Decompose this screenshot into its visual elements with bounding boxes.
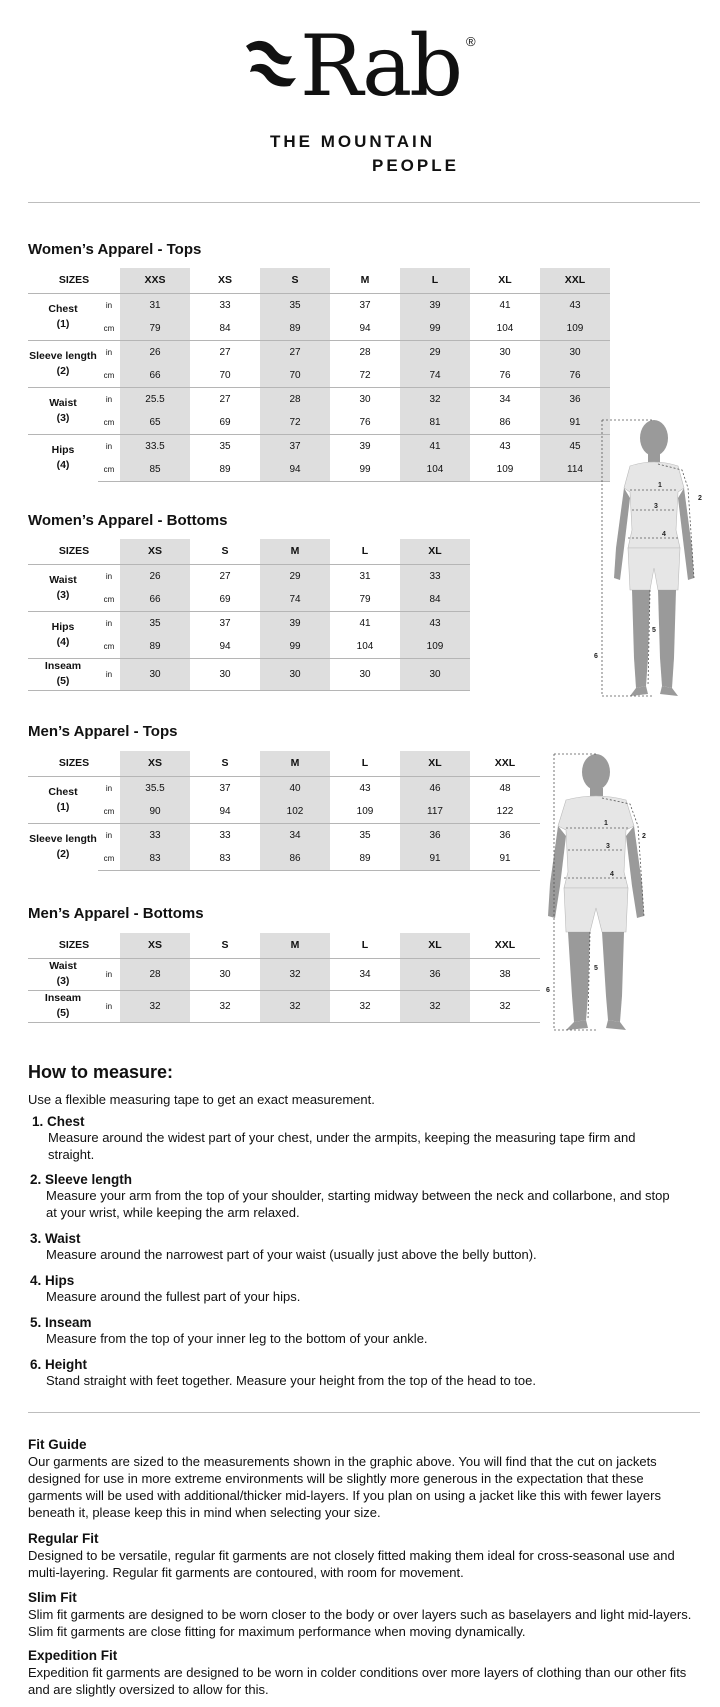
table-row <box>28 958 540 990</box>
table-cell: 84 <box>400 588 470 612</box>
table-cell: 46 <box>400 776 470 800</box>
table-cell: 30 <box>330 387 400 411</box>
table-cell: 25.5 <box>120 387 190 411</box>
table-cell: 37 <box>359 299 371 311</box>
table-row <box>28 564 470 588</box>
table-cell: 85 <box>120 458 190 482</box>
regular-fit-text: Designed to be versatile, regular fit garments are not closely fitted making them ideal for cross-seasonal use and multi-layering. Regular fit garments are contoured, with room for movement. <box>28 1548 675 1580</box>
table-cell: 89 <box>190 458 260 482</box>
table-cell: 66 <box>120 588 190 612</box>
unit-label: cm <box>103 370 115 380</box>
table-cell: 48 <box>499 782 511 794</box>
table-cell: 70 <box>260 364 330 388</box>
unit-label: in <box>105 783 113 793</box>
table-cell: 32 <box>260 958 330 990</box>
table-cell: 72 <box>359 369 371 381</box>
size-table-womens-bottoms <box>28 539 470 691</box>
size-header-xs: XS <box>120 751 190 776</box>
measurement-number: (4) <box>56 635 70 648</box>
measurement-number: (4) <box>56 458 70 471</box>
mens-figure-silhouette <box>548 754 644 1030</box>
expedition-fit-heading: Expedition Fit <box>28 1648 118 1663</box>
unit-label: cm <box>103 594 115 604</box>
table-cell: 28 <box>260 387 330 411</box>
table-row <box>28 611 470 635</box>
table-row <box>28 800 540 824</box>
table-cell: 86 <box>260 847 330 871</box>
table-cell: 30 <box>470 340 540 364</box>
table-cell: 28 <box>330 340 400 364</box>
unit-label: cm <box>103 806 115 816</box>
slim-fit-block <box>28 1589 696 1640</box>
expedition-fit-block <box>28 1647 696 1698</box>
size-header-m: M <box>260 751 330 776</box>
slim-fit-text: Slim fit garments are designed to be worn closer to the body or over layers such as baselayers and light mid-layers. Slim fit garments are close fitting for maximum performance when moving dynamically. <box>28 1607 692 1639</box>
size-header-s: S <box>190 933 260 958</box>
tagline-line-1: THE MOUNTAIN <box>270 132 436 151</box>
table-cell: 29 <box>400 340 470 364</box>
size-header-xs: XS <box>120 539 190 564</box>
unit-label: in <box>98 990 120 1022</box>
table-cell: 35 <box>260 293 330 317</box>
table-row <box>28 411 610 435</box>
size-table-womens-tops <box>28 268 610 482</box>
table-cell: 79 <box>120 317 190 341</box>
brand-header <box>0 17 720 180</box>
table-cell: 102 <box>260 800 330 824</box>
table-row <box>28 658 470 690</box>
size-header-m: M <box>260 539 330 564</box>
sizes-header: SIZES <box>28 539 120 564</box>
table-cell: 109 <box>400 635 470 659</box>
measurement-number: (3) <box>56 588 70 601</box>
table-cell: 76 <box>499 369 511 381</box>
size-header-m: M <box>330 268 400 293</box>
how-to-measure-title: How to measure: <box>28 1062 174 1082</box>
size-header-xxl: XXL <box>470 933 540 958</box>
table-cell: 37 <box>190 611 260 635</box>
table-cell: 94 <box>219 640 231 652</box>
table-row <box>28 990 540 1022</box>
size-header-xs: XS <box>190 268 260 293</box>
table-cell: 27 <box>260 340 330 364</box>
size-header-xl: XL <box>400 933 470 958</box>
mens-body-figure <box>546 752 674 1036</box>
table-cell: 104 <box>400 458 470 482</box>
table-cell: 30 <box>540 340 610 364</box>
table-cell: 99 <box>400 317 470 341</box>
table-cell: 43 <box>359 782 371 794</box>
table-cell: 91 <box>400 847 470 871</box>
table-cell: 30 <box>260 658 330 690</box>
mens-marker-4: 4 <box>610 871 614 878</box>
womens-marker-5: 5 <box>652 627 656 634</box>
unit-label: in <box>98 387 120 411</box>
fit-guide-block <box>28 1436 696 1521</box>
table-cell: 84 <box>219 322 231 334</box>
measure-item-height <box>30 1357 670 1389</box>
table-row <box>28 364 610 388</box>
tagline-line-2: PEOPLE <box>372 156 459 175</box>
size-header-l: L <box>400 268 470 293</box>
table-cell: 94 <box>359 322 371 334</box>
brand-name: Rab <box>300 17 461 115</box>
measurement-name: Waist <box>49 573 77 586</box>
unit-label: in <box>98 658 120 690</box>
measurement-label <box>28 823 98 870</box>
measure-item-inseam <box>30 1315 670 1347</box>
how-to-measure-intro: Use a flexible measuring tape to get an exact measurement. <box>28 1092 375 1107</box>
size-header-s: S <box>190 751 260 776</box>
table-cell: 39 <box>400 293 470 317</box>
table-cell: 83 <box>120 847 190 871</box>
table-cell: 43 <box>470 434 540 458</box>
table-cell: 32 <box>260 990 330 1022</box>
table-cell: 33 <box>400 564 470 588</box>
fit-guide-text: Our garments are sized to the measurements shown in the graphic above. You will find that the cut on jackets designed for use in more extreme environments will be slightly more generous in the expectation that these garments will be used with additional/thicker mid-layers. If you plan on using a jacket like this with fewer layers beneath it, please keep this in mind when selecting your size. <box>28 1454 661 1520</box>
table-cell: 94 <box>260 458 330 482</box>
unit-label: cm <box>98 458 120 482</box>
table-cell: 29 <box>260 564 330 588</box>
measure-item-text: Measure around the narrowest part of your waist (usually just above the belly button). <box>46 1247 537 1262</box>
table-cell: 33 <box>120 823 190 847</box>
table-cell: 109 <box>540 317 610 341</box>
table-cell: 35 <box>190 434 260 458</box>
table-row <box>28 776 540 800</box>
table-cell: 30 <box>190 658 260 690</box>
table-cell: 32 <box>120 990 190 1022</box>
table-cell: 34 <box>260 823 330 847</box>
mens-marker-3: 3 <box>606 843 610 850</box>
registered-mark: ® <box>466 34 476 49</box>
table-cell: 28 <box>120 958 190 990</box>
table-cell: 32 <box>400 990 470 1022</box>
table-cell: 72 <box>260 411 330 435</box>
table-row <box>28 293 610 317</box>
unit-label: cm <box>103 417 115 427</box>
table-cell: 89 <box>330 847 400 871</box>
table-cell: 45 <box>540 434 610 458</box>
unit-label: in <box>98 340 120 364</box>
table-cell: 32 <box>470 990 540 1022</box>
table-cell: 65 <box>120 411 190 435</box>
measure-item-heading: 1. Chest <box>32 1114 85 1129</box>
table-cell: 74 <box>260 588 330 612</box>
size-header-m: M <box>260 933 330 958</box>
table-cell: 109 <box>470 458 540 482</box>
unit-label: in <box>105 300 113 310</box>
measurement-name: Chest <box>48 785 78 798</box>
table-cell: 36 <box>400 958 470 990</box>
measurement-label <box>28 340 98 387</box>
table-cell: 33 <box>190 823 260 847</box>
measurement-name: Inseam <box>44 992 82 1004</box>
size-header-s: S <box>260 268 330 293</box>
table-cell: 114 <box>540 458 610 482</box>
table-cell: 33 <box>219 299 231 311</box>
table-cell: 104 <box>496 322 514 334</box>
measurement-label <box>28 387 98 434</box>
section-title-womens-tops: Women’s Apparel - Tops <box>28 241 202 258</box>
measurement-label <box>28 658 98 690</box>
womens-marker-4: 4 <box>662 531 666 538</box>
table-cell: 33.5 <box>120 434 190 458</box>
table-cell: 30 <box>219 968 231 980</box>
size-header-xl: XL <box>400 751 470 776</box>
measure-item-sleeve-length <box>30 1172 670 1221</box>
fit-guide-heading: Fit Guide <box>28 1437 87 1452</box>
size-header-xl: XL <box>400 539 470 564</box>
table-cell: 36 <box>540 387 610 411</box>
table-cell: 99 <box>330 458 400 482</box>
table-cell: 81 <box>400 411 470 435</box>
table-cell: 35.5 <box>120 776 190 800</box>
divider <box>28 202 700 203</box>
table-cell: 32 <box>400 387 470 411</box>
measurement-number: (1) <box>56 317 70 330</box>
table-cell: 90 <box>120 800 190 824</box>
size-header-l: L <box>330 933 400 958</box>
womens-marker-1: 1 <box>658 482 662 489</box>
table-cell: 94 <box>219 805 231 817</box>
measure-item-heading: 5. Inseam <box>30 1315 92 1330</box>
table-cell: 104 <box>356 640 374 652</box>
table-cell: 122 <box>496 805 514 817</box>
measurement-number: (3) <box>56 975 70 987</box>
table-cell: 27 <box>190 387 260 411</box>
measure-item-text: Measure around the fullest part of your hips. <box>46 1289 301 1304</box>
table-cell: 30 <box>330 658 400 690</box>
unit-label: in <box>105 969 113 979</box>
divider <box>28 1412 700 1413</box>
size-header-xxs: XXS <box>120 268 190 293</box>
table-cell: 89 <box>260 317 330 341</box>
table-cell: 34 <box>359 968 371 980</box>
size-header-l: L <box>330 751 400 776</box>
table-cell: 74 <box>400 364 470 388</box>
table-cell: 66 <box>120 364 190 388</box>
measurement-label <box>28 564 98 611</box>
table-cell: 41 <box>400 434 470 458</box>
measure-item-text: Measure around the widest part of your chest, under the armpits, keeping the measuring tape firm and straight. <box>48 1130 636 1162</box>
womens-marker-3: 3 <box>654 503 658 510</box>
table-cell: 32 <box>190 990 260 1022</box>
size-table-mens-bottoms <box>28 933 540 1023</box>
mens-marker-6: 6 <box>546 987 550 994</box>
table-cell: 27 <box>219 570 231 582</box>
size-header-xxl: XXL <box>540 268 610 293</box>
table-cell: 38 <box>499 968 511 980</box>
sizes-header: SIZES <box>28 751 120 776</box>
measurement-label <box>28 776 98 823</box>
table-cell: 76 <box>540 364 610 388</box>
measurement-number: (5) <box>56 1007 70 1019</box>
table-cell: 27 <box>190 340 260 364</box>
expedition-fit-text: Expedition fit garments are designed to be worn in colder conditions over more layers of clothing than our other fits and are slightly oversized to allow for this. <box>28 1665 687 1697</box>
section-title-mens-bottoms: Men’s Apparel - Bottoms <box>28 905 204 922</box>
sizes-header: SIZES <box>28 268 120 293</box>
table-cell: 43 <box>540 293 610 317</box>
measure-item-heading: 3. Waist <box>30 1231 81 1246</box>
table-cell: 99 <box>260 635 330 659</box>
table-cell: 91 <box>470 847 540 871</box>
table-cell: 30 <box>400 658 470 690</box>
measure-item-text: Measure from the top of your inner leg to the bottom of your ankle. <box>46 1331 428 1346</box>
measurement-label <box>28 293 98 340</box>
measurement-label <box>28 990 98 1022</box>
table-cell: 69 <box>219 416 231 428</box>
unit-label: cm <box>103 641 115 651</box>
size-table-mens-tops <box>28 751 540 871</box>
mens-marker-1: 1 <box>604 820 608 827</box>
table-row <box>28 434 610 458</box>
measure-item-text: Measure your arm from the top of your shoulder, starting midway between the neck and collarbone, and stop at your wrist, while keeping the arm relaxed. <box>46 1188 670 1220</box>
measurement-label <box>28 611 98 658</box>
measurement-name: Waist <box>49 396 77 409</box>
sizes-header: SIZES <box>28 933 120 958</box>
table-cell: 36 <box>400 823 470 847</box>
size-header-xxl: XXL <box>470 751 540 776</box>
table-cell: 69 <box>219 593 231 605</box>
womens-figure-silhouette <box>614 420 694 696</box>
mens-marker-2: 2 <box>642 833 646 840</box>
measurement-number: (2) <box>56 847 70 860</box>
table-cell: 26 <box>120 340 190 364</box>
table-cell: 39 <box>260 611 330 635</box>
size-header-l: L <box>330 539 400 564</box>
table-cell: 36 <box>470 823 540 847</box>
measurement-name: Waist <box>49 960 77 972</box>
measure-item-heading: 6. Height <box>30 1357 88 1372</box>
mens-marker-5: 5 <box>594 965 598 972</box>
measurement-name: Chest <box>48 302 78 315</box>
table-cell: 31 <box>359 570 371 582</box>
table-cell: 32 <box>330 990 400 1022</box>
measurement-name: Sleeve length <box>29 832 97 845</box>
table-cell: 31 <box>120 293 190 317</box>
measurement-number: (5) <box>56 675 70 687</box>
unit-label: cm <box>103 323 115 333</box>
table-cell: 37 <box>219 782 231 794</box>
table-cell: 109 <box>356 805 374 817</box>
measurement-number: (2) <box>56 364 70 377</box>
measure-item-chest <box>30 1114 670 1163</box>
measurement-name: Hips <box>51 443 75 456</box>
size-header-xs: XS <box>120 933 190 958</box>
table-row <box>28 823 540 847</box>
measure-item-waist <box>30 1231 670 1263</box>
womens-body-figure <box>592 418 708 708</box>
measurement-label <box>28 958 98 990</box>
table-cell: 70 <box>219 369 231 381</box>
table-cell: 30 <box>120 658 190 690</box>
table-cell: 35 <box>330 823 400 847</box>
section-title-womens-bottoms: Women’s Apparel - Bottoms <box>28 512 228 529</box>
measurement-number: (1) <box>56 800 70 813</box>
table-cell: 39 <box>330 434 400 458</box>
unit-label: in <box>98 434 120 458</box>
table-cell: 37 <box>260 434 330 458</box>
table-cell: 41 <box>330 611 400 635</box>
table-cell: 117 <box>400 800 470 824</box>
table-cell: 34 <box>470 387 540 411</box>
size-header-xl: XL <box>470 268 540 293</box>
measurement-number: (3) <box>56 411 70 424</box>
table-row <box>28 458 610 482</box>
measure-item-text: Stand straight with feet together. Measure your height from the top of the head to toe. <box>46 1373 536 1388</box>
unit-label: in <box>98 823 120 847</box>
measurement-name: Inseam <box>44 660 82 672</box>
table-cell: 76 <box>359 416 371 428</box>
slim-fit-heading: Slim Fit <box>28 1590 77 1605</box>
table-row <box>28 847 540 871</box>
unit-label: in <box>98 611 120 635</box>
table-cell: 40 <box>260 776 330 800</box>
table-row <box>28 317 610 341</box>
table-cell: 35 <box>120 611 190 635</box>
table-cell: 79 <box>359 593 371 605</box>
table-cell: 86 <box>499 416 511 428</box>
measurement-name: Sleeve length <box>29 349 97 362</box>
table-cell: 26 <box>120 564 190 588</box>
table-row <box>28 340 610 364</box>
table-row <box>28 387 610 411</box>
measure-item-hips <box>30 1273 670 1305</box>
regular-fit-block <box>28 1530 696 1581</box>
womens-marker-6: 6 <box>594 653 598 660</box>
table-cell: 91 <box>540 411 610 435</box>
section-title-mens-tops: Men’s Apparel - Tops <box>28 723 178 740</box>
measurement-label <box>28 434 98 481</box>
unit-label: cm <box>98 847 120 871</box>
measure-item-heading: 2. Sleeve length <box>30 1172 133 1187</box>
rab-bird-logo-icon <box>244 36 308 90</box>
table-cell: 43 <box>400 611 470 635</box>
size-header-s: S <box>190 539 260 564</box>
womens-marker-2: 2 <box>698 495 702 502</box>
measure-item-heading: 4. Hips <box>30 1273 75 1288</box>
table-cell: 83 <box>190 847 260 871</box>
measurement-name: Hips <box>51 620 75 633</box>
unit-label: in <box>105 571 113 581</box>
table-cell: 89 <box>120 635 190 659</box>
regular-fit-heading: Regular Fit <box>28 1531 99 1546</box>
table-cell: 41 <box>499 299 511 311</box>
